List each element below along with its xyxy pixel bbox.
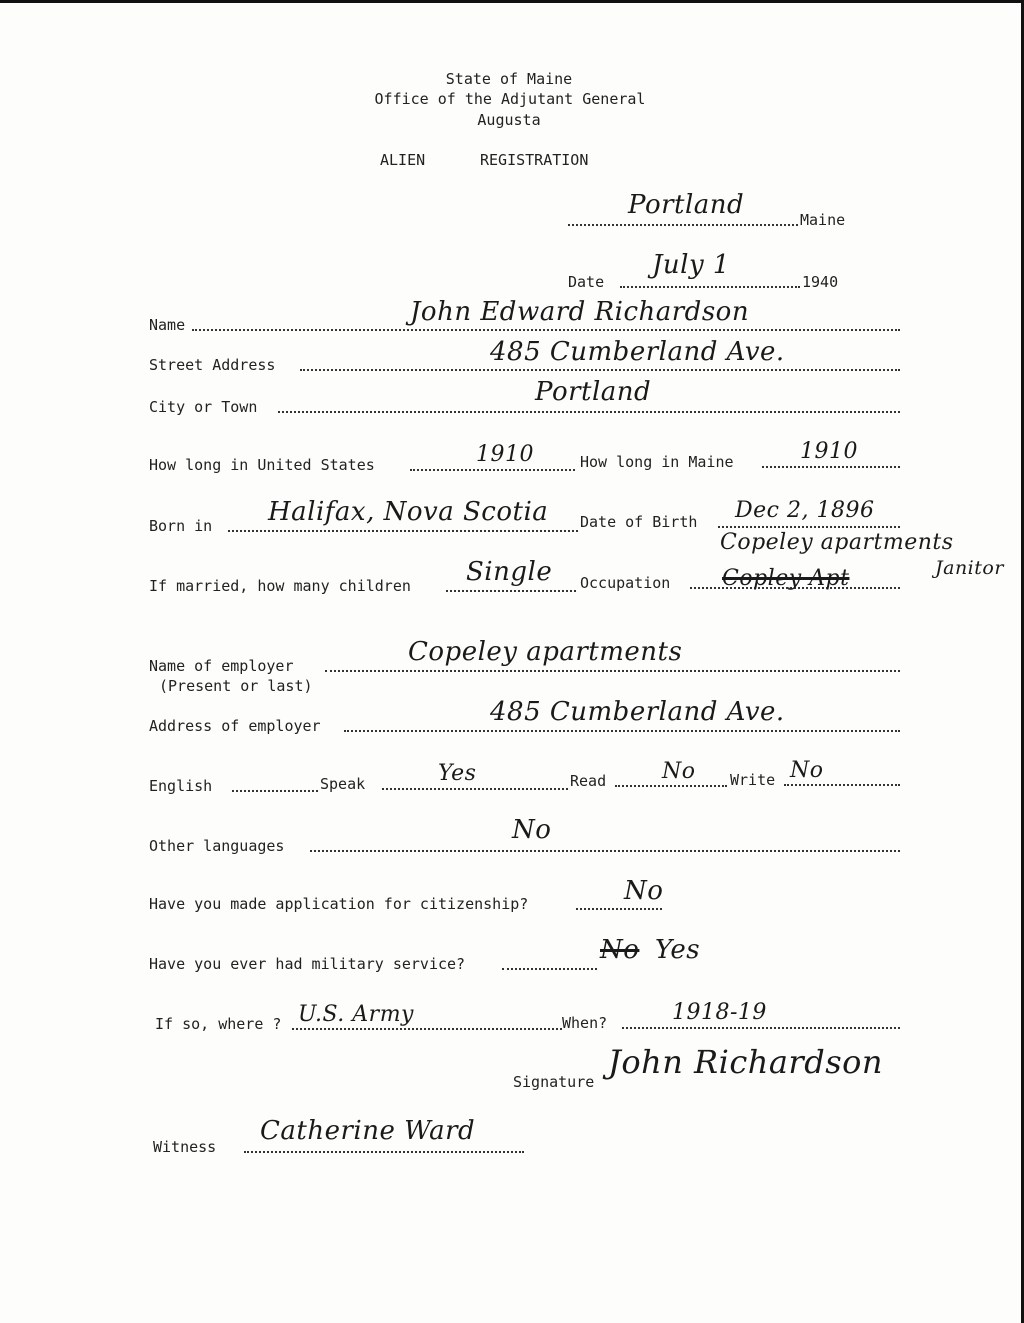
other-languages-value: No: [512, 815, 552, 845]
employer-name-label: Name of employer: [149, 657, 294, 675]
write-label: Write: [730, 771, 776, 789]
military-value: Yes: [655, 935, 701, 965]
occupation-struck-value: Copley Apt: [722, 566, 850, 591]
date-dots: [620, 286, 800, 288]
when-label: When?: [562, 1014, 608, 1032]
employer-address-dots: [344, 730, 900, 732]
read-value: No: [662, 759, 696, 784]
date-value: July 1: [652, 250, 730, 280]
born-in-label: Born in: [149, 517, 213, 535]
occupation-label: Occupation: [580, 574, 671, 592]
city-dots: [278, 411, 900, 413]
city-value: Portland: [535, 377, 652, 407]
when-value: 1918-19: [672, 1000, 767, 1025]
header-city: Augusta: [477, 111, 541, 129]
header-state: State of Maine: [445, 70, 573, 88]
english-dots: [232, 790, 318, 792]
other-languages-label: Other languages: [149, 837, 285, 855]
other-languages-dots: [310, 850, 900, 852]
date-year: 1940: [802, 273, 839, 291]
read-label: Read: [570, 772, 607, 790]
where-label: If so, where ?: [155, 1015, 282, 1033]
born-in-value: Halifax, Nova Scotia: [268, 497, 549, 527]
english-label: English: [149, 777, 213, 795]
witness-dots: [244, 1151, 524, 1153]
military-dots: [502, 968, 597, 970]
employer-name-sublabel: (Present or last): [159, 677, 313, 695]
occupation-value-above: Copeley apartments: [720, 530, 954, 555]
where-value: U.S. Army: [298, 1002, 414, 1027]
date-label: Date: [568, 273, 605, 291]
date-of-birth-value: Dec 2, 1896: [735, 498, 875, 523]
how-long-maine-label: How long in Maine: [580, 453, 734, 471]
how-long-us-label: How long in United States: [149, 456, 375, 474]
military-label: Have you ever had military service?: [149, 955, 466, 973]
form-title-registration: REGISTRATION: [480, 151, 589, 169]
citizenship-value: No: [624, 876, 664, 906]
occupation-value-side: Janitor: [935, 557, 1004, 579]
street-address-label: Street Address: [149, 356, 276, 374]
citizenship-label: Have you made application for citizenship?: [149, 895, 529, 913]
children-dots: [446, 590, 576, 592]
signature-label: Signature: [513, 1073, 595, 1091]
name-value: John Edward Richardson: [410, 297, 750, 327]
how-long-us-value: 1910: [476, 442, 534, 467]
witness-label: Witness: [153, 1138, 217, 1156]
how-long-maine-value: 1910: [800, 439, 858, 464]
place-dots: [568, 224, 798, 226]
military-struck-value: No: [600, 935, 640, 965]
speak-value: Yes: [438, 761, 477, 786]
witness-value: Catherine Ward: [260, 1116, 476, 1146]
employer-address-label: Address of employer: [149, 717, 321, 735]
signature-value: John Richardson: [608, 1043, 883, 1081]
children-label: If married, how many children: [149, 577, 411, 595]
name-dots: [192, 329, 900, 331]
place-suffix: Maine: [800, 211, 846, 229]
employer-name-dots: [325, 670, 900, 672]
citizenship-dots: [576, 908, 662, 910]
speak-label: Speak: [320, 775, 366, 793]
employer-address-value: 485 Cumberland Ave.: [490, 697, 785, 727]
street-address-value: 485 Cumberland Ave.: [490, 337, 785, 367]
employer-name-value: Copeley apartments: [408, 637, 683, 667]
date-of-birth-label: Date of Birth: [580, 513, 698, 531]
city-label: City or Town: [149, 398, 258, 416]
street-address-dots: [300, 369, 900, 371]
header-office: Office of the Adjutant General: [374, 90, 646, 108]
scan-edge-top: [0, 0, 1024, 3]
name-label: Name: [149, 316, 186, 334]
born-in-dots: [228, 530, 578, 532]
form-title-alien: ALIEN: [380, 151, 426, 169]
place-value: Portland: [628, 190, 745, 220]
write-value: No: [790, 758, 824, 783]
children-value: Single: [466, 557, 553, 587]
